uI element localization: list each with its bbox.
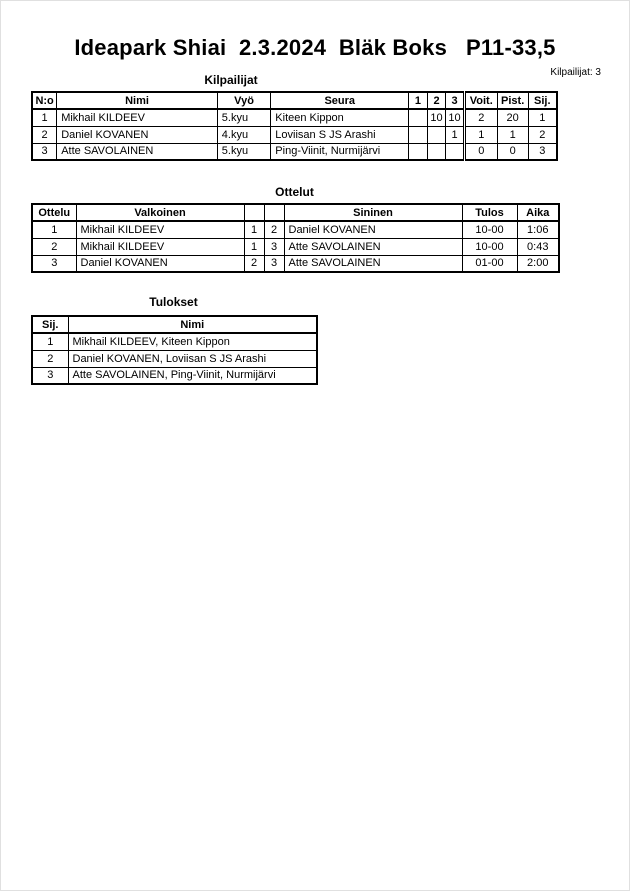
col-header-pist: Pist. bbox=[497, 92, 528, 109]
col-header-no: N:o bbox=[32, 92, 57, 109]
col-header-voit: Voit. bbox=[464, 92, 497, 109]
cell-sininen: Atte SAVOLAINEN bbox=[284, 238, 462, 255]
cell-aika: 1:06 bbox=[517, 221, 559, 238]
col-header-round1: 1 bbox=[409, 92, 428, 109]
cell-pist: 0 bbox=[497, 143, 528, 160]
cell-round2 bbox=[427, 126, 446, 143]
cell-white-no: 2 bbox=[244, 255, 264, 272]
cell-nimi: Mikhail KILDEEV bbox=[57, 109, 218, 126]
cell-sij: 1 bbox=[528, 109, 557, 126]
cell-ottelu: 1 bbox=[32, 221, 76, 238]
cell-aika: 2:00 bbox=[517, 255, 559, 272]
cell-seura: Kiteen Kippon bbox=[271, 109, 409, 126]
cell-nimi: Atte SAVOLAINEN bbox=[57, 143, 218, 160]
cell-round3: 1 bbox=[446, 126, 465, 143]
col-header-round3: 3 bbox=[446, 92, 465, 109]
cell-nimi: Daniel KOVANEN, Loviisan S JS Arashi bbox=[68, 350, 317, 367]
competitors-count-label: Kilpailijat: 3 bbox=[550, 67, 601, 78]
tulokset-heading: Tulokset bbox=[149, 295, 198, 309]
cell-white-no: 1 bbox=[244, 238, 264, 255]
col-header-sininen: Sininen bbox=[284, 204, 462, 221]
table-row bbox=[32, 109, 557, 126]
cell-round2 bbox=[427, 143, 446, 160]
table-row bbox=[32, 255, 559, 272]
table-row bbox=[32, 238, 559, 255]
cell-round1 bbox=[409, 109, 428, 126]
cell-sij: 3 bbox=[32, 367, 68, 384]
cell-sininen: Atte SAVOLAINEN bbox=[284, 255, 462, 272]
ottelut-table bbox=[31, 203, 560, 273]
cell-blue-no: 2 bbox=[264, 221, 284, 238]
col-header-seura: Seura bbox=[271, 92, 409, 109]
cell-no: 2 bbox=[32, 126, 57, 143]
col-header-round2: 2 bbox=[427, 92, 446, 109]
col-header-blue-no bbox=[264, 204, 284, 221]
table-row bbox=[32, 333, 317, 350]
tulokset-table bbox=[31, 315, 318, 385]
cell-vyo: 5.kyu bbox=[217, 109, 271, 126]
cell-ottelu: 3 bbox=[32, 255, 76, 272]
table-row bbox=[32, 367, 317, 384]
cell-round2: 10 bbox=[427, 109, 446, 126]
cell-pist: 20 bbox=[497, 109, 528, 126]
cell-sininen: Daniel KOVANEN bbox=[284, 221, 462, 238]
col-header-sij: Sij. bbox=[528, 92, 557, 109]
table-row bbox=[32, 350, 317, 367]
cell-blue-no: 3 bbox=[264, 255, 284, 272]
cell-sij: 3 bbox=[528, 143, 557, 160]
ottelut-header-row bbox=[32, 204, 559, 221]
col-header-sij: Sij. bbox=[32, 316, 68, 333]
cell-no: 3 bbox=[32, 143, 57, 160]
page-title: Ideapark Shiai 2.3.2024 Bläk Boks P11-33,5 bbox=[74, 35, 556, 60]
cell-valkoinen: Mikhail KILDEEV bbox=[76, 238, 244, 255]
cell-tulos: 10-00 bbox=[462, 238, 517, 255]
cell-valkoinen: Daniel KOVANEN bbox=[76, 255, 244, 272]
cell-ottelu: 2 bbox=[32, 238, 76, 255]
cell-white-no: 1 bbox=[244, 221, 264, 238]
cell-vyo: 4.kyu bbox=[217, 126, 271, 143]
col-header-valkoinen: Valkoinen bbox=[76, 204, 244, 221]
cell-voit: 1 bbox=[464, 126, 497, 143]
cell-tulos: 01-00 bbox=[462, 255, 517, 272]
tulokset-header-row bbox=[32, 316, 317, 333]
cell-valkoinen: Mikhail KILDEEV bbox=[76, 221, 244, 238]
cell-sij: 2 bbox=[528, 126, 557, 143]
cell-round1 bbox=[409, 126, 428, 143]
cell-round1 bbox=[409, 143, 428, 160]
table-row bbox=[32, 221, 559, 238]
cell-no: 1 bbox=[32, 109, 57, 126]
cell-aika: 0:43 bbox=[517, 238, 559, 255]
cell-voit: 0 bbox=[464, 143, 497, 160]
kilpailijat-header-row bbox=[32, 92, 557, 109]
cell-sij: 1 bbox=[32, 333, 68, 350]
cell-voit: 2 bbox=[464, 109, 497, 126]
cell-seura: Ping-Viinit, Nurmijärvi bbox=[271, 143, 409, 160]
cell-pist: 1 bbox=[497, 126, 528, 143]
table-row bbox=[32, 126, 557, 143]
col-header-nimi: Nimi bbox=[57, 92, 218, 109]
cell-round3 bbox=[446, 143, 465, 160]
col-header-nimi: Nimi bbox=[68, 316, 317, 333]
cell-nimi: Atte SAVOLAINEN, Ping-Viinit, Nurmijärvi bbox=[68, 367, 317, 384]
kilpailijat-heading: Kilpailijat bbox=[204, 73, 258, 87]
col-header-vyo: Vyö bbox=[217, 92, 271, 109]
cell-nimi: Daniel KOVANEN bbox=[57, 126, 218, 143]
cell-seura: Loviisan S JS Arashi bbox=[271, 126, 409, 143]
kilpailijat-table bbox=[31, 91, 558, 161]
cell-blue-no: 3 bbox=[264, 238, 284, 255]
col-header-ottelu: Ottelu bbox=[32, 204, 76, 221]
col-header-white-no bbox=[244, 204, 264, 221]
table-row bbox=[32, 143, 557, 160]
cell-sij: 2 bbox=[32, 350, 68, 367]
cell-tulos: 10-00 bbox=[462, 221, 517, 238]
ottelut-heading: Ottelut bbox=[275, 185, 314, 199]
cell-round3: 10 bbox=[446, 109, 465, 126]
cell-nimi: Mikhail KILDEEV, Kiteen Kippon bbox=[68, 333, 317, 350]
cell-vyo: 5.kyu bbox=[217, 143, 271, 160]
col-header-tulos: Tulos bbox=[462, 204, 517, 221]
col-header-aika: Aika bbox=[517, 204, 559, 221]
